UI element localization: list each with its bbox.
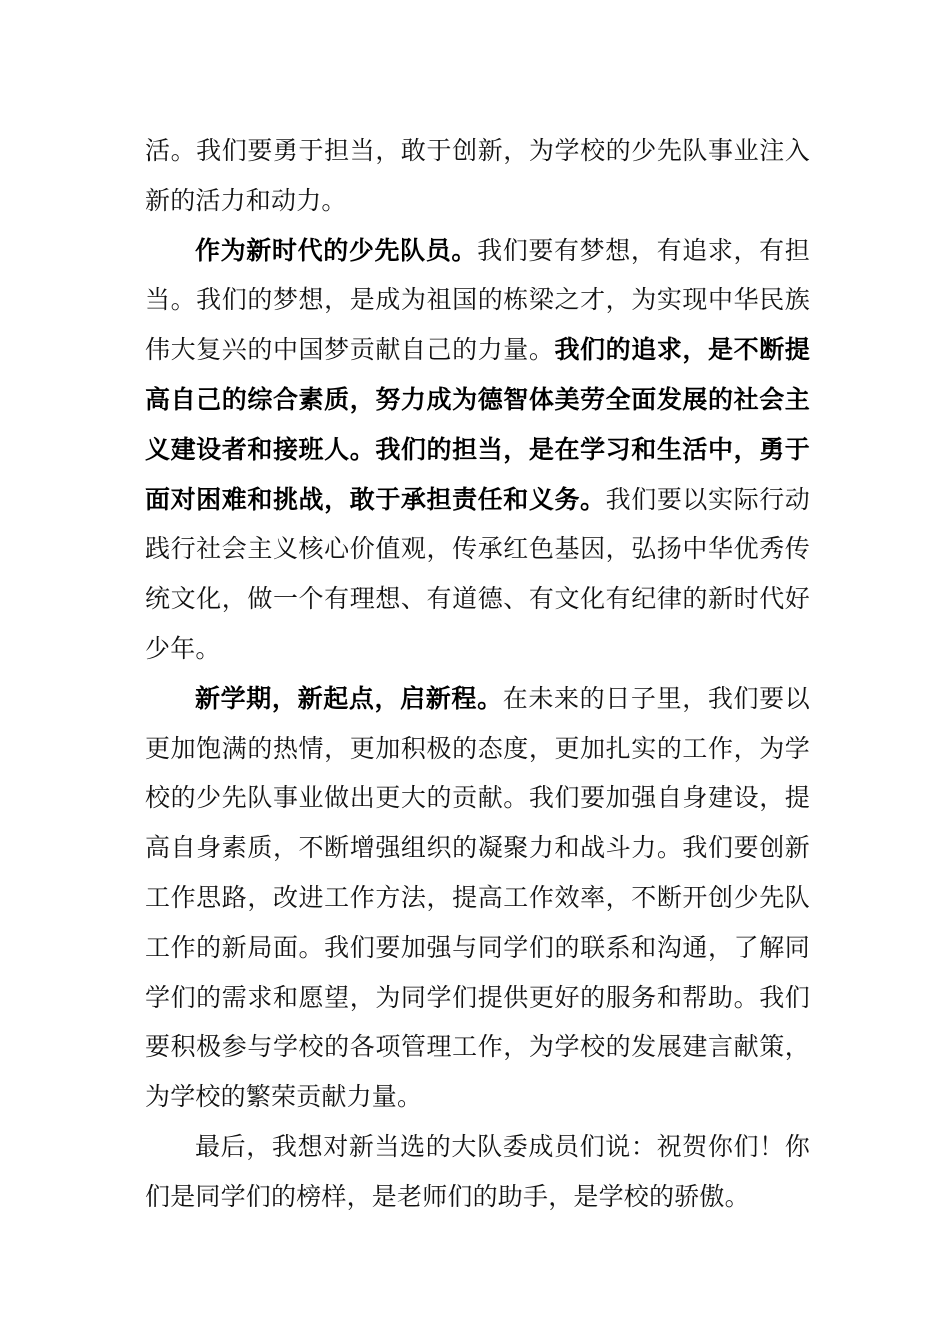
paragraph-emphasis-bold: 我们的追求，是不断提高自己的综合素质，努力成为德智体美劳全面发展的社会主义建设者和接班人。我们的担当，是在学习和生活中，勇于面对困难和挑战，敢于承担责任和义务。 (145, 335, 810, 514)
paragraph-text: 我们要有梦想，有追求，有担当。我们的梦想，是成为祖国的栋梁之才，为实现中华民族伟大复兴的中国梦贡献自己的力量。 (145, 235, 810, 365)
paragraph-heading-bold: 新学期，新起点，启新程。 (195, 683, 503, 713)
paragraph-continuation (145, 126, 810, 226)
paragraph-new-semester (145, 674, 810, 1122)
paragraph-text: 活。我们要勇于担当，敢于创新，为学校的少先队事业注入新的活力和动力。 (145, 136, 810, 215)
paragraph-text: 我们要以实际行动践行社会主义核心价值观，传承红色基因，弘扬中华优秀传统文化，做一个有理想、有道德、有文化有纪律的新时代好少年。 (145, 484, 810, 663)
paragraph-young-pioneers (145, 226, 810, 674)
paragraph-heading-bold: 作为新时代的少先队员。 (195, 235, 478, 265)
paragraph-closing (145, 1122, 810, 1222)
document-page (145, 126, 810, 1222)
paragraph-text: 在未来的日子里，我们要以更加饱满的热情，更加积极的态度，更加扎实的工作，为学校的少先队事业做出更大的贡献。我们要加强自身建设，提高自身素质，不断增强组织的凝聚力和战斗力。我们要创新工作思路，改进工作方法，提高工作效率，不断开创少先队工作的新局面。我们要加强与同学们的联系和沟通，了解同学们的需求和愿望，为同学们提供更好的服务和帮助。我们要积极参与学校的各项管理工作，为学校的发展建言献策，为学校的繁荣贡献力量。 (145, 683, 810, 1112)
paragraph-text: 最后，我想对新当选的大队委成员们说：祝贺你们！你们是同学们的榜样，是老师们的助手，是学校的骄傲。 (145, 1131, 810, 1211)
